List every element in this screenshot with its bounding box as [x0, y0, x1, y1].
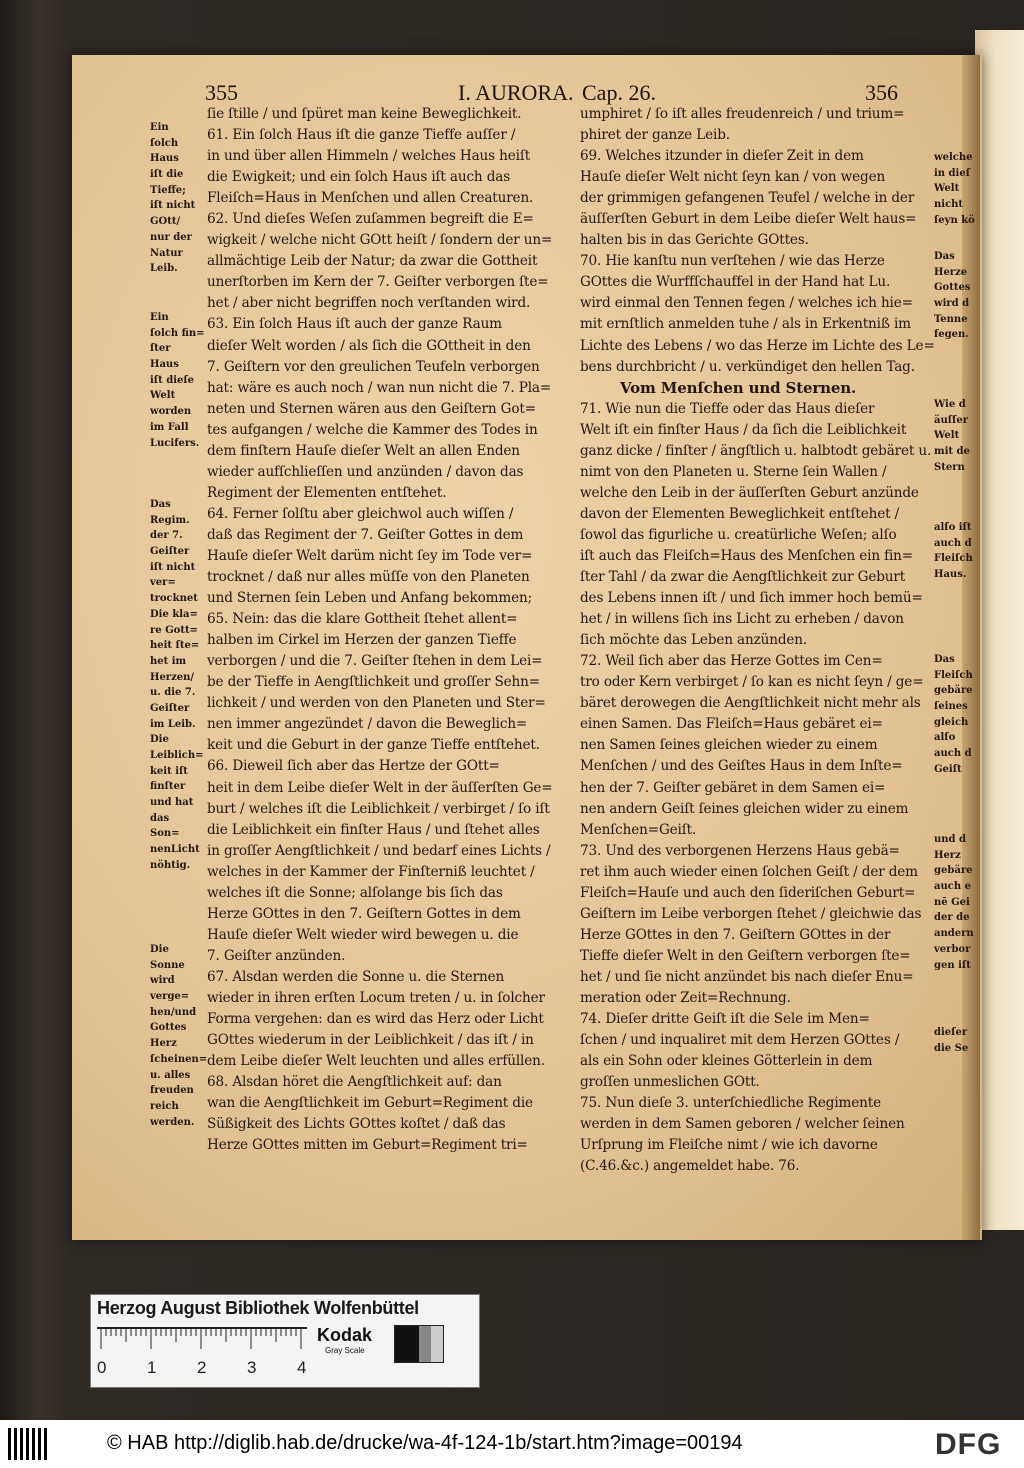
margin-note-line: Son=: [150, 828, 180, 840]
text-line: (C.46.&c.) angemeldet habe. 76.: [580, 1158, 800, 1175]
text-line: 74. Dieſer dritte Geiſt iſt die Sele im Men=: [580, 1011, 870, 1028]
text-line: neten und Sternen wären aus den Geiſtern Got=: [207, 400, 536, 417]
text-line: 7. Geiſtern vor den greulichen Teufeln verborgen: [207, 358, 540, 375]
text-line: tro oder Kern verbirget / ſo kan es nicht ſeyn / ge=: [580, 674, 924, 691]
margin-note-line: iſt dieſe: [150, 374, 195, 386]
margin-note-line: worden: [150, 406, 192, 418]
margin-note-line: reich: [150, 1100, 179, 1112]
margin-note-line: nur der: [150, 231, 192, 243]
text-line: GOttes wiederum in der Leiblichkeit / das iſt / in: [207, 1032, 534, 1049]
text-line: werden in dem Samen geboren / welcher ſeinen: [580, 1116, 905, 1133]
text-line: het / und ſie nicht anzündet bis nach dieſer Enu=: [580, 968, 914, 985]
text-line: 69. Welches itzunder in dieſer Zeit in dem: [580, 148, 864, 165]
margin-note-line: Geiſter: [150, 546, 190, 558]
margin-note-line: Tieffe;: [150, 184, 186, 196]
margin-note-line: verge=: [150, 991, 190, 1003]
text-line: ganz dicke / finſter / ängſtlich u. halbtodt gebäret u.: [580, 442, 932, 459]
text-line: 71. Wie nun die Tieffe oder das Haus dieſer: [580, 400, 875, 417]
text-line: wigkeit / welche nicht GOtt heiſt / ſondern der un=: [207, 232, 553, 249]
text-line: Regiment der Elementen entſtehet.: [207, 484, 447, 501]
text-line: halten bis in das Gerichte GOttes.: [580, 232, 809, 249]
margin-note-line: Regim.: [150, 514, 190, 526]
margin-note-line: das: [150, 812, 170, 824]
text-line: ſowol das figurliche u. creatürliche Weſen; alſo: [580, 526, 897, 543]
margin-note-line: Welt: [934, 183, 960, 195]
chapter-label: Cap. 26.: [582, 80, 656, 105]
footer-bar: [0, 1420, 1024, 1468]
margin-note-line: ſeines: [934, 701, 968, 713]
text-line: tes aufgangen / welche die Kammer des Todes in: [207, 421, 538, 438]
margin-note-line: Geiſt: [934, 763, 962, 775]
text-line: ſie ſtille / und ſpüret man keine Beweglichkeit.: [207, 106, 522, 122]
ruler-number: 3: [247, 1358, 257, 1377]
text-line: Tieffe dieſer Welt in den Geiſtern verborgen ſte=: [580, 947, 911, 964]
text-line: Hauſe dieſer Welt nicht ſeyn kan / von wegen: [580, 169, 886, 186]
margin-note-line: nöhtig.: [150, 859, 191, 871]
text-line: dieſer Welt worden / als ſich die GOttheit in den: [207, 337, 531, 354]
text-line: welches in der Kammer der Finſterniß leuchtet /: [207, 863, 535, 880]
text-line: einen Samen. Das Fleiſch=Haus gebäret ei=: [580, 716, 883, 733]
text-line: groſſen unmeslichen GOtt.: [580, 1074, 760, 1091]
margin-note-line: andern: [934, 928, 974, 940]
margin-note-line: iſt nicht: [150, 561, 196, 573]
text-line: ſter Tahl / da zwar die Aengſtlichkeit zur Geburt: [580, 569, 906, 586]
margin-note-line: Gottes: [150, 1022, 187, 1034]
gray-scale-caption: Gray Scale: [325, 1346, 365, 1355]
text-line: unerſtorben im Kern der 7. Geiſter verborgen ſte=: [207, 274, 549, 291]
text-line: nen immer angezündet / davon die Beweglich=: [207, 716, 528, 733]
text-line: welches iſt die Sonne; alſolange bis ſich das: [207, 884, 503, 901]
library-label: [90, 1294, 480, 1388]
text-line: 72. Weil ſich aber das Herze Gottes im Cen=: [580, 653, 883, 670]
margin-note-line: Das: [934, 654, 955, 665]
text-line: Vom Menſchen und Sternen.: [620, 378, 857, 397]
margin-note-line: alſo: [934, 732, 956, 744]
margin-note: [934, 652, 973, 778]
margin-note-line: iſt nicht: [150, 200, 196, 212]
text-line: wieder in ihren erſten Locum treten / u. in ſolcher: [207, 989, 545, 1006]
text-line: nen andern Geiſt ſeines gleichen wider zu einem: [580, 800, 909, 817]
text-line: 67. Alsdan werden die Sonne u. die Sternen: [207, 968, 505, 985]
margin-note-line: nicht: [934, 199, 964, 211]
text-line: dem Leibe dieſer Welt leuchten und alles erfüllen.: [207, 1053, 545, 1070]
margin-note-line: Ein: [150, 312, 169, 323]
margin-note-line: Das: [934, 251, 955, 262]
margin-note: [934, 150, 975, 228]
text-line: die Leiblichkeit ein finſter Haus / und ſtehet alles: [207, 821, 540, 838]
margin-note-line: nē Gei: [934, 896, 970, 908]
text-line: be der Tieffe in Aengſtlichkeit und groſſer Sehn=: [207, 674, 540, 691]
text-line: dem finſtern Hauſe dieſer Welt an allen Enden: [207, 442, 520, 459]
text-line: 73. Und des verborgenen Herzens Haus gebä=: [580, 842, 900, 859]
text-line: als ein Sohn oder kleines Götterlein in dem: [580, 1053, 873, 1070]
text-line: het / aber nicht begriffen noch verſtanden wird.: [207, 295, 531, 312]
left-page-number: 355: [205, 80, 238, 105]
text-line: 65. Nein: das die klare Gottheit ſtehet allent=: [207, 611, 518, 628]
margin-note-line: het im: [150, 655, 187, 667]
margin-note-line: Haus.: [934, 569, 967, 581]
text-line: 75. Nun dieſe 3. unterſchiedliche Regimente: [580, 1095, 881, 1112]
margin-note-line: Fleiſch: [934, 553, 973, 565]
text-line: Lichte des Lebens / wo das Herze im Lichte des Le=: [580, 337, 935, 354]
hab-barcode-logo-icon: [8, 1428, 48, 1460]
library-name: Herzog August Bibliothek Wolfenbüttel: [97, 1298, 419, 1318]
margin-note: [934, 249, 970, 343]
margin-note-line: Die: [150, 944, 169, 955]
text-line: Menſchen / und des Geiſtes Haus in dem Inſte=: [580, 758, 903, 775]
margin-note-line: Herz: [150, 1038, 177, 1050]
margin-note: [150, 120, 195, 277]
margin-note-line: trocknet: [150, 593, 198, 605]
text-line: Herze GOttes in den 7. Geiſtern Gottes in dem: [207, 905, 521, 922]
margin-note: [934, 520, 973, 583]
margin-note-line: keit iſt: [150, 765, 188, 777]
page-gutter: [962, 55, 980, 1240]
margin-note-line: wird d: [934, 298, 970, 310]
margin-note-line: auch d: [934, 748, 972, 760]
text-line: halben im Cirkel im Herzen der ganzen Tieffe: [207, 632, 517, 649]
margin-note: [934, 1025, 968, 1056]
margin-note-line: äuſſer: [934, 414, 968, 426]
ruler-scale: [97, 1327, 307, 1379]
text-line: 62. Und dieſes Weſen zuſammen begreift die E=: [207, 211, 534, 228]
text-line: 7. Geiſter anzünden.: [207, 947, 346, 964]
text-line: phiret der ganze Leib.: [580, 127, 730, 144]
margin-note-line: finſter: [150, 781, 186, 793]
margin-note-line: gen iſt: [934, 959, 971, 971]
text-line: GOttes die Wurffſchauffel in der Hand hat Lu.: [580, 274, 891, 291]
margin-note-line: Herze: [934, 266, 968, 278]
text-line: hat: wäre es auch noch / wan nun nicht die 7. Pla=: [207, 379, 552, 396]
text-line: 64. Ferner ſolſtu aber gleichwol auch wiſſen /: [207, 505, 514, 522]
margin-note-line: Geiſter: [150, 702, 190, 714]
text-line: ſich möchte das Leben anzünden.: [580, 632, 808, 649]
margin-note-line: Die: [150, 734, 169, 746]
margin-note-line: hen/und: [150, 1006, 197, 1018]
text-line: Süßigkeit des Lichts GOttes koſtet / daß das: [207, 1116, 506, 1133]
text-line: Menſchen=Geiſt.: [580, 821, 697, 838]
text-line: trocknet / daß nur alles müſſe von den Planeten: [207, 569, 530, 586]
margin-note-line: ſolch: [150, 137, 179, 149]
margin-note-line: freuden: [150, 1085, 194, 1097]
text-line: Forma vergehen: dan es wird das Herz oder Licht: [207, 1011, 544, 1028]
margin-note-line: Die kla=: [150, 608, 198, 620]
margin-note-line: ſter: [150, 343, 171, 355]
margin-note: [934, 397, 970, 475]
margin-note-line: fegen.: [934, 329, 969, 341]
text-line: heit in dem Leibe dieſer Welt in der äuſſerſten Ge=: [207, 779, 553, 796]
margin-note-line: u. die 7.: [150, 687, 196, 699]
margin-note-line: die Se: [934, 1042, 969, 1054]
text-line: nen Samen ſeines gleichen wieder zu einem: [580, 737, 878, 754]
text-line: hen der 7. Geiſter gebäret in dem Samen ei=: [580, 779, 886, 796]
margin-note-line: mit de: [934, 446, 970, 458]
margin-note-line: und hat: [150, 797, 194, 809]
margin-note-line: auch e: [934, 881, 971, 893]
ruler-number: 0: [97, 1358, 107, 1377]
text-line: davon der Elementen Beweglichkeit entſtehet /: [580, 505, 900, 522]
margin-note-line: in dieſ: [934, 167, 971, 179]
margin-note-line: Natur: [150, 247, 183, 259]
text-line: iſt auch das Fleiſch=Haus des Menſchen ein fin=: [580, 547, 914, 564]
margin-note-line: auch d: [934, 537, 972, 549]
margin-note-line: werden.: [150, 1116, 195, 1128]
margin-note-line: wird: [150, 975, 175, 987]
margin-note-line: Haus: [150, 153, 179, 165]
margin-note-line: Herz: [934, 849, 961, 861]
margin-note-line: Haus: [150, 359, 179, 371]
margin-note-line: Welt: [934, 430, 960, 442]
text-line: Herze GOttes in den 7. Geiſtern GOttes in der: [580, 926, 891, 943]
margin-note-line: im Leib.: [150, 718, 196, 730]
text-line: daß das Regiment der 7. Geiſter Gottes in dem: [207, 526, 524, 543]
text-line: verborgen / und die 7. Geiſter ſtehen in dem Lei=: [207, 653, 543, 670]
margin-note-line: gleich: [934, 716, 969, 728]
text-line: ſchen / und inqualiret mit dem Herzen GOttes /: [580, 1032, 900, 1049]
margin-note-line: gebäre: [934, 865, 973, 877]
text-line: bäret derowegen die Aengſtlichkeit nicht mehr als: [580, 695, 921, 712]
margin-note-line: re Gott=: [150, 624, 198, 636]
margin-note: [150, 497, 204, 874]
ruler-number: 2: [197, 1358, 207, 1377]
margin-note-line: GOtt/: [150, 216, 181, 228]
margin-note-line: nenLicht: [150, 844, 200, 856]
next-page-edge: [975, 30, 1024, 1230]
text-line: allmächtige Leib der Natur; da zwar die Gottheit: [207, 253, 538, 270]
text-line: ret ihm auch wieder einen ſolchen Geiſt / der dem: [580, 863, 918, 880]
text-line: lichkeit / und werden von den Planeten und Ster=: [207, 695, 546, 712]
text-line: und Sternen ſein Leben und Anfang bekommen;: [207, 590, 533, 607]
text-line: Fleiſch=Haus in Menſchen und allen Creaturen.: [207, 190, 534, 207]
text-line: 66. Dieweil ſich aber das Hertze der GOtt=: [207, 758, 500, 775]
text-line: keit und die Geburt in der ganze Tieffe entſtehet.: [207, 737, 540, 754]
margin-note-line: und d: [934, 834, 967, 845]
text-line: Urſprung im Fleiſche nimt / wie ich davorne: [580, 1137, 878, 1154]
margin-note-line: Ein: [150, 122, 169, 133]
text-line: meration oder Zeit=Rechnung.: [580, 989, 791, 1006]
text-line: 70. Hie kanſtu nun verſtehen / wie das Herze: [580, 253, 885, 270]
text-line: 61. Ein ſolch Haus iſt die ganze Tieffe auſſer /: [207, 127, 516, 144]
margin-note-line: alſo iſt: [934, 522, 972, 533]
margin-note-line: dieſer: [934, 1027, 968, 1038]
text-line: nimt von den Planeten u. Sterne ſein Wallen /: [580, 463, 887, 480]
text-line: des Lebens innen iſt / und ſich immer hoch bemü=: [580, 590, 923, 607]
text-line: mit ernſtlich anmelden tuhe / als in Erkentniß im: [580, 316, 911, 333]
text-line: Hauſe dieſer Welt wieder wird bewegen u. die: [207, 926, 519, 943]
margin-note-line: der de: [934, 912, 970, 924]
text-line: in groſſer Aengſtlichkeit / und bedarf eines Lichts /: [207, 842, 551, 859]
margin-note-line: Gottes: [934, 282, 971, 294]
margin-note-line: welche: [934, 152, 973, 163]
margin-note-line: Sonne: [150, 959, 185, 971]
margin-note-line: der 7.: [150, 530, 183, 542]
margin-note-line: Fleiſch: [934, 669, 973, 681]
dfg-logo: DFG: [935, 1428, 1002, 1461]
left-text-column: [207, 104, 553, 1156]
right-page-number: 356: [865, 80, 898, 105]
text-line: Welt iſt ein finſter Haus / da ſich die Leiblichkeit: [580, 421, 907, 438]
right-text-column: [580, 104, 935, 1177]
text-line: wieder aufſchlieſſen und anzünden / davon das: [207, 463, 524, 480]
text-line: der grimmigen gefangenen Teufel / welche in der: [580, 190, 915, 207]
text-line: burt / welches iſt die Leiblichkeit / verbirget / ſo iſt: [207, 800, 550, 817]
text-line: in und über allen Himmeln / welches Haus heiſt: [207, 148, 531, 165]
margin-note-line: ſeyn kö: [934, 214, 975, 226]
source-url[interactable]: © HAB http://diglib.hab.de/drucke/wa-4f-124-1b/start.htm?image=00194: [107, 1432, 743, 1454]
margin-note-line: Tenne: [934, 313, 968, 325]
margin-note-line: Stern: [934, 461, 965, 473]
text-line: wird einmal den Tennen fegen / welches ich hie=: [580, 295, 913, 312]
margin-note-line: ver=: [150, 577, 176, 589]
text-line: Hauſe dieſer Welt darüm nicht ſey im Tode ver=: [207, 547, 533, 564]
text-line: welche den Leib in der äuſſerſten Geburt anzünde: [580, 484, 919, 501]
margin-note-line: verbor: [934, 943, 971, 955]
margin-note: [150, 310, 205, 451]
text-line: 63. Ein ſolch Haus iſt auch der ganze Raum: [207, 316, 502, 333]
text-line: bens durchbricht / u. verkündiget den hellen Tag.: [580, 358, 915, 375]
gray-swatch: [394, 1325, 444, 1363]
text-line: wan die Aengſtlichkeit im Geburt=Regiment die: [207, 1095, 533, 1112]
text-line: Fleiſch=Hauſe und auch den ſideriſchen Geburt=: [580, 884, 916, 901]
text-line: Geiſtern im Leibe verborgen ſtehet / gleichwie das: [580, 905, 922, 922]
margin-note: [934, 832, 974, 973]
margin-note-line: Leiblich=: [150, 750, 204, 761]
kodak-brand: Kodak: [317, 1325, 373, 1345]
margin-note-line: iſt die: [150, 169, 184, 181]
margin-note-line: Lucifers.: [150, 437, 200, 449]
margin-note-line: Das: [150, 499, 171, 510]
margin-note-line: Leib.: [150, 263, 178, 275]
text-line: het / in willens ſich ins Licht zu erheben / davon: [580, 611, 904, 628]
margin-note: [150, 942, 207, 1130]
text-line: Herze GOttes mitten im Geburt=Regiment tri=: [207, 1137, 528, 1154]
margin-note-line: u. alles: [150, 1069, 191, 1081]
text-line: umphiret / ſo iſt alles freudenreich / und trium=: [580, 106, 905, 122]
margin-note-line: Welt: [150, 390, 176, 402]
text-line: äuſſerſten Geburt in dem Leibe dieſer Welt haus=: [580, 211, 917, 228]
margin-note-line: heit ſte=: [150, 640, 200, 652]
text-line: die Ewigkeit; und ein ſolch Haus iſt auch das: [207, 169, 511, 186]
text-line: 68. Alsdan höret die Aengſtlichkeit auf: dan: [207, 1074, 502, 1091]
running-title: I. AURORA.: [458, 80, 574, 105]
margin-note-line: ſolch fin=: [150, 327, 205, 339]
margin-note-line: gebäre: [934, 685, 973, 697]
margin-note-line: im Fall: [150, 421, 189, 433]
ruler-number: 4: [297, 1358, 307, 1377]
margin-note-line: ſcheinen=: [150, 1053, 208, 1065]
margin-note-line: Herzen/: [150, 671, 195, 683]
ruler-number: 1: [147, 1358, 157, 1377]
margin-note-line: Wie d: [934, 399, 966, 410]
